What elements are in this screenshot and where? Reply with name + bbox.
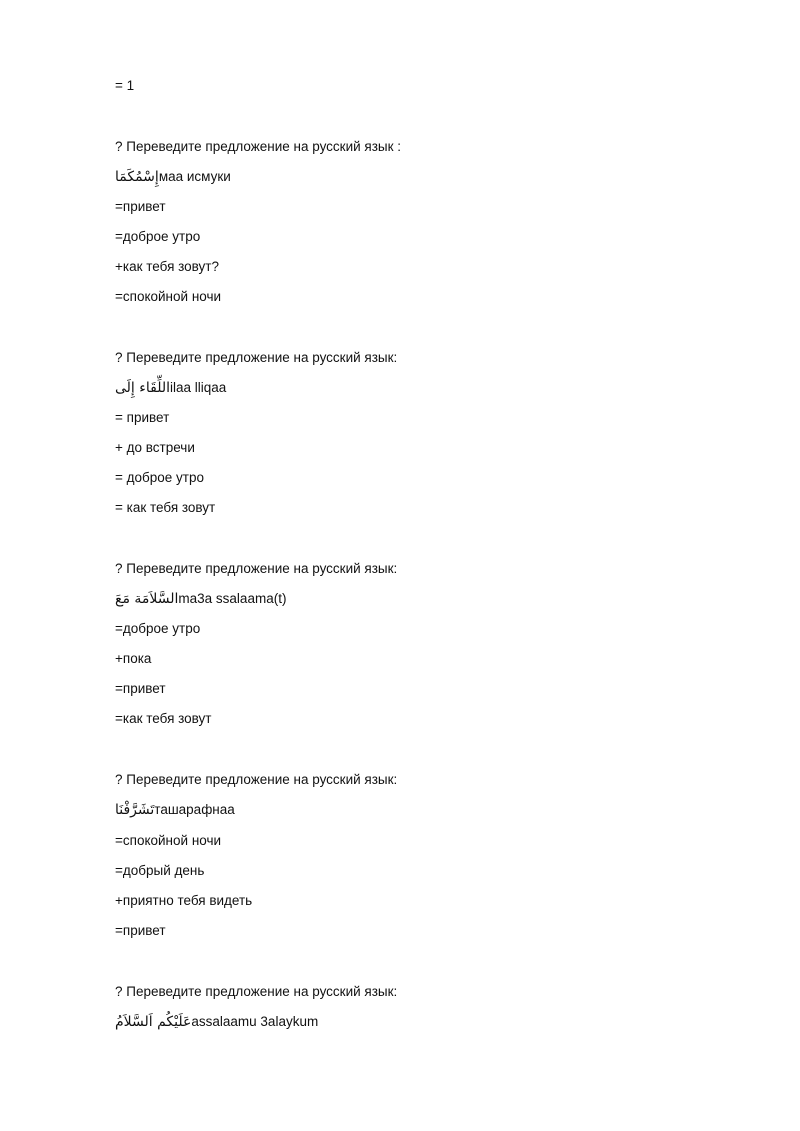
question-2-arabic: اللِّقَاء إِلَى [115,380,170,396]
question-2-translit: ilaa lliqaa [170,380,227,395]
question-1-prompt: ? Переведите предложение на русский язык : [115,139,402,154]
question-1-phrase [115,168,231,186]
question-3-option-1: =доброе утро [115,621,201,636]
question-4-prompt: ? Переведите предложение на русский язык: [115,772,398,787]
question-4-option-3: +приятно тебя видеть [115,893,253,908]
question-2-option-2: + до встречи [115,440,195,455]
question-5-phrase [115,1013,318,1031]
question-1-translit: маа исмуки [158,169,231,184]
question-4-phrase [115,801,235,819]
question-1-option-4: =спокойной ночи [115,289,222,304]
question-3-phrase [115,590,286,608]
question-1-option-3: +как тебя зовут? [115,259,219,274]
question-4-translit: ташарафнаа [154,802,235,817]
question-1-option-2: =доброе утро [115,229,201,244]
question-4-option-4: =привет [115,923,166,938]
question-2-option-1: = привет [115,410,170,425]
question-1-arabic: إِسْمُكَمَا [115,169,159,185]
question-5-arabic: عَلَيْكُم اَلسَّلاَمُ [115,1014,192,1030]
question-3-option-2: +пока [115,651,152,666]
question-4-option-2: =добрый день [115,863,205,878]
question-3-prompt: ? Переведите предложение на русский язык: [115,561,398,576]
question-2-phrase [115,379,226,397]
question-3-option-3: =привет [115,681,166,696]
question-4-arabic: تَشَرَّفْنَا [115,802,155,818]
question-1-option-1: =привет [115,199,166,214]
question-3-arabic: السَّلاَمَة مَعَ [115,591,179,607]
question-5-prompt: ? Переведите предложение на русский язык: [115,984,398,999]
top-line: = 1 [115,78,135,93]
question-2-prompt: ? Переведите предложение на русский язык: [115,350,398,365]
question-5-translit: assalaamu 3alaykum [191,1014,319,1029]
document-page [115,0,755,1131]
question-3-option-4: =как тебя зовут [115,711,212,726]
question-2-option-3: = доброе утро [115,470,204,485]
question-2-option-4: = как тебя зовут [115,500,216,515]
question-4-option-1: =спокойной ночи [115,833,222,848]
question-3-translit: ma3a ssalaama(t) [178,591,287,606]
